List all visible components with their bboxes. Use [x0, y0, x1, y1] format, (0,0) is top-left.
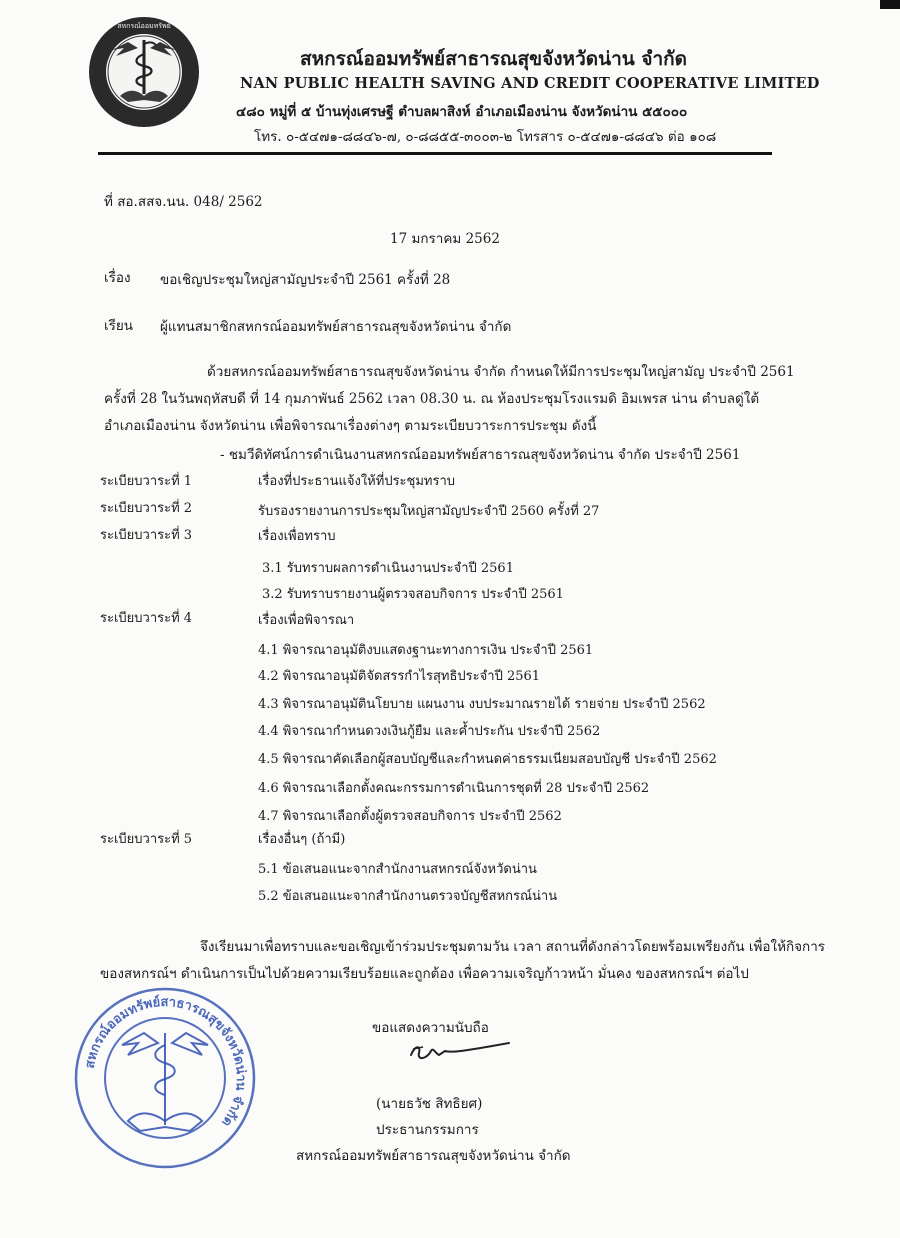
agenda-3-item-1: 3.1 รับทราบผลการดำเนินงานประจำปี 2561 — [262, 561, 514, 576]
agenda-5-title: เรื่องอื่นๆ (ถ้ามี) — [258, 832, 346, 847]
org-address: ๔๘๐ หมู่ที่ ๕ บ้านทุ่งเศรษฐี ตำบลผาสิงห์ อำเภอเมืองน่าน จังหวัดน่าน ๕๕๐๐๐ — [236, 104, 688, 120]
closing-line-2: ของสหกรณ์ฯ ดำเนินการเป็นไปด้วยความเรียบร้อยและถูกต้อง เพื่อความเจริญก้าวหน้า มั่นคง ของสหกรณ์ฯ ต่อไป — [100, 966, 749, 982]
cooperative-stamp-seal — [72, 985, 258, 1171]
agenda-5-item-1: 5.1 ข้อเสนอแนะจากสำนักงานสหกรณ์จังหวัดน่าน — [258, 862, 537, 877]
agenda-5-item-2: 5.2 ข้อเสนอแนะจากสำนักงานตรวจบัญชีสหกรณ์น่าน — [258, 889, 558, 904]
agenda-4-item-4: 4.4 พิจารณากำหนดวงเงินกู้ยืม และค้ำประกัน ประจำปี 2562 — [258, 724, 601, 739]
agenda-5-label: ระเบียบวาระที่ 5 — [100, 832, 193, 847]
recipient-text: ผู้แทนสมาชิกสหกรณ์ออมทรัพย์สาธารณสุขจังหวัดน่าน จำกัด — [160, 319, 512, 335]
body-line-1: ด้วยสหกรณ์ออมทรัพย์สาธารณสุขจังหวัดน่าน จำกัด กำหนดให้มีการประชุมใหญ่สามัญ ประจำปี 2561 — [207, 364, 795, 380]
agenda-4-item-6: 4.6 พิจารณาเลือกตั้งคณะกรรมการดำเนินการชุดที่ 28 ประจำปี 2562 — [258, 781, 650, 796]
recipient-label: เรียน — [104, 318, 134, 334]
agenda-1-label: ระเบียบวาระที่ 1 — [100, 474, 193, 489]
svg-text:สหกรณ์ออมทรัพย์สาธารณสุขจังหวั: สหกรณ์ออมทรัพย์สาธารณสุขจังหวัดน่าน จำกัด — [82, 994, 249, 1130]
closing-line-1: จึงเรียนมาเพื่อทราบและขอเชิญเข้าร่วมประชุมตามวัน เวลา สถานที่ดังกล่าวโดยพร้อมเพรียงกัน เพื่อให้กิจการ — [200, 939, 826, 955]
handwritten-signature — [405, 1033, 515, 1067]
agenda-1-title: เรื่องที่ประธานแจ้งให้ที่ประชุมทราบ — [258, 474, 456, 489]
agenda-4-item-1: 4.1 พิจารณาอนุมัติงบแสดงฐานะทางการเงิน ประจำปี 2561 — [258, 643, 594, 658]
agenda-3-title: เรื่องเพื่อทราบ — [258, 529, 336, 544]
signer-name: (นายธวัช สิทธิยศ) — [376, 1096, 483, 1112]
agenda-2-title: รับรองรายงานการประชุมใหญ่สามัญประจำปี 2560 ครั้งที่ 27 — [258, 504, 600, 519]
agenda-4-label: ระเบียบวาระที่ 4 — [100, 611, 193, 626]
page-edge-mark — [880, 0, 900, 9]
agenda-4-item-2: 4.2 พิจารณาอนุมัติจัดสรรกำไรสุทธิประจำปี 2561 — [258, 669, 541, 684]
agenda-3-label: ระเบียบวาระที่ 3 — [100, 528, 193, 543]
letter-reference: ที่ สอ.สสจ.นน. 048/ 2562 — [104, 194, 263, 210]
signer-org: สหกรณ์ออมทรัพย์สาธารณสุขจังหวัดน่าน จำกัด — [296, 1148, 571, 1164]
org-name-english: NAN PUBLIC HEALTH SAVING AND CREDIT COOPERATIVE LIMITED — [240, 75, 820, 92]
agenda-4-title: เรื่องเพื่อพิจารณา — [258, 613, 355, 628]
body-line-2: ครั้งที่ 28 ในวันพฤหัสบดี ที่ 14 กุมภาพันธ์ 2562 เวลา 08.30 น. ณ ห้องประชุมโรงแรมดิ อิมเพรส น่าน ตำบลดู่ใต้ — [104, 391, 760, 407]
body-line-3: อำเภอเมืองน่าน จังหวัดน่าน เพื่อพิจารณาเรื่องต่างๆ ตามระเบียบวาระการประชุม ดังนี้ — [104, 418, 597, 434]
svg-text:สหกรณ์ออมทรัพย์: สหกรณ์ออมทรัพย์ — [117, 22, 171, 30]
letter-date: 17 มกราคม 2562 — [390, 231, 500, 247]
org-name-thai: สหกรณ์ออมทรัพย์สาธารณสุขจังหวัดน่าน จำกัด — [300, 48, 687, 70]
signer-title: ประธานกรรมการ — [376, 1122, 479, 1138]
agenda-4-item-3: 4.3 พิจารณาอนุมัตินโยบาย แผนงาน งบประมาณรายได้ รายจ่าย ประจำปี 2562 — [258, 697, 706, 712]
agenda-4-item-7: 4.7 พิจารณาเลือกตั้งผู้ตรวจสอบกิจการ ประจำปี 2562 — [258, 809, 562, 824]
org-phone: โทร. ๐-๕๔๗๑-๘๘๔๖-๗, ๐-๘๘๕๕-๓๐๐๓-๒ โทรสาร ๐-๕๔๗๑-๘๘๔๖ ต่อ ๑๐๘ — [254, 129, 717, 145]
body-line-4: - ชมวีดิทัศน์การดำเนินงานสหกรณ์ออมทรัพย์สาธารณสุขจังหวัดน่าน จำกัด ประจำปี 2561 — [220, 447, 741, 463]
agenda-2-label: ระเบียบวาระที่ 2 — [100, 501, 193, 516]
subject-label: เรื่อง — [104, 270, 131, 286]
agenda-3-item-2: 3.2 รับทราบรายงานผู้ตรวจสอบกิจการ ประจำปี 2561 — [262, 587, 564, 602]
header-divider — [98, 152, 772, 155]
subject-text: ขอเชิญประชุมใหญ่สามัญประจำปี 2561 ครั้งที่ 28 — [160, 272, 451, 288]
agenda-4-item-5: 4.5 พิจารณาคัดเลือกผู้สอบบัญชีและกำหนดค่าธรรมเนียมสอบบัญชี ประจำปี 2562 — [258, 752, 717, 767]
regards-text: ขอแสดงความนับถือ — [372, 1020, 489, 1036]
cooperative-logo — [86, 14, 202, 130]
